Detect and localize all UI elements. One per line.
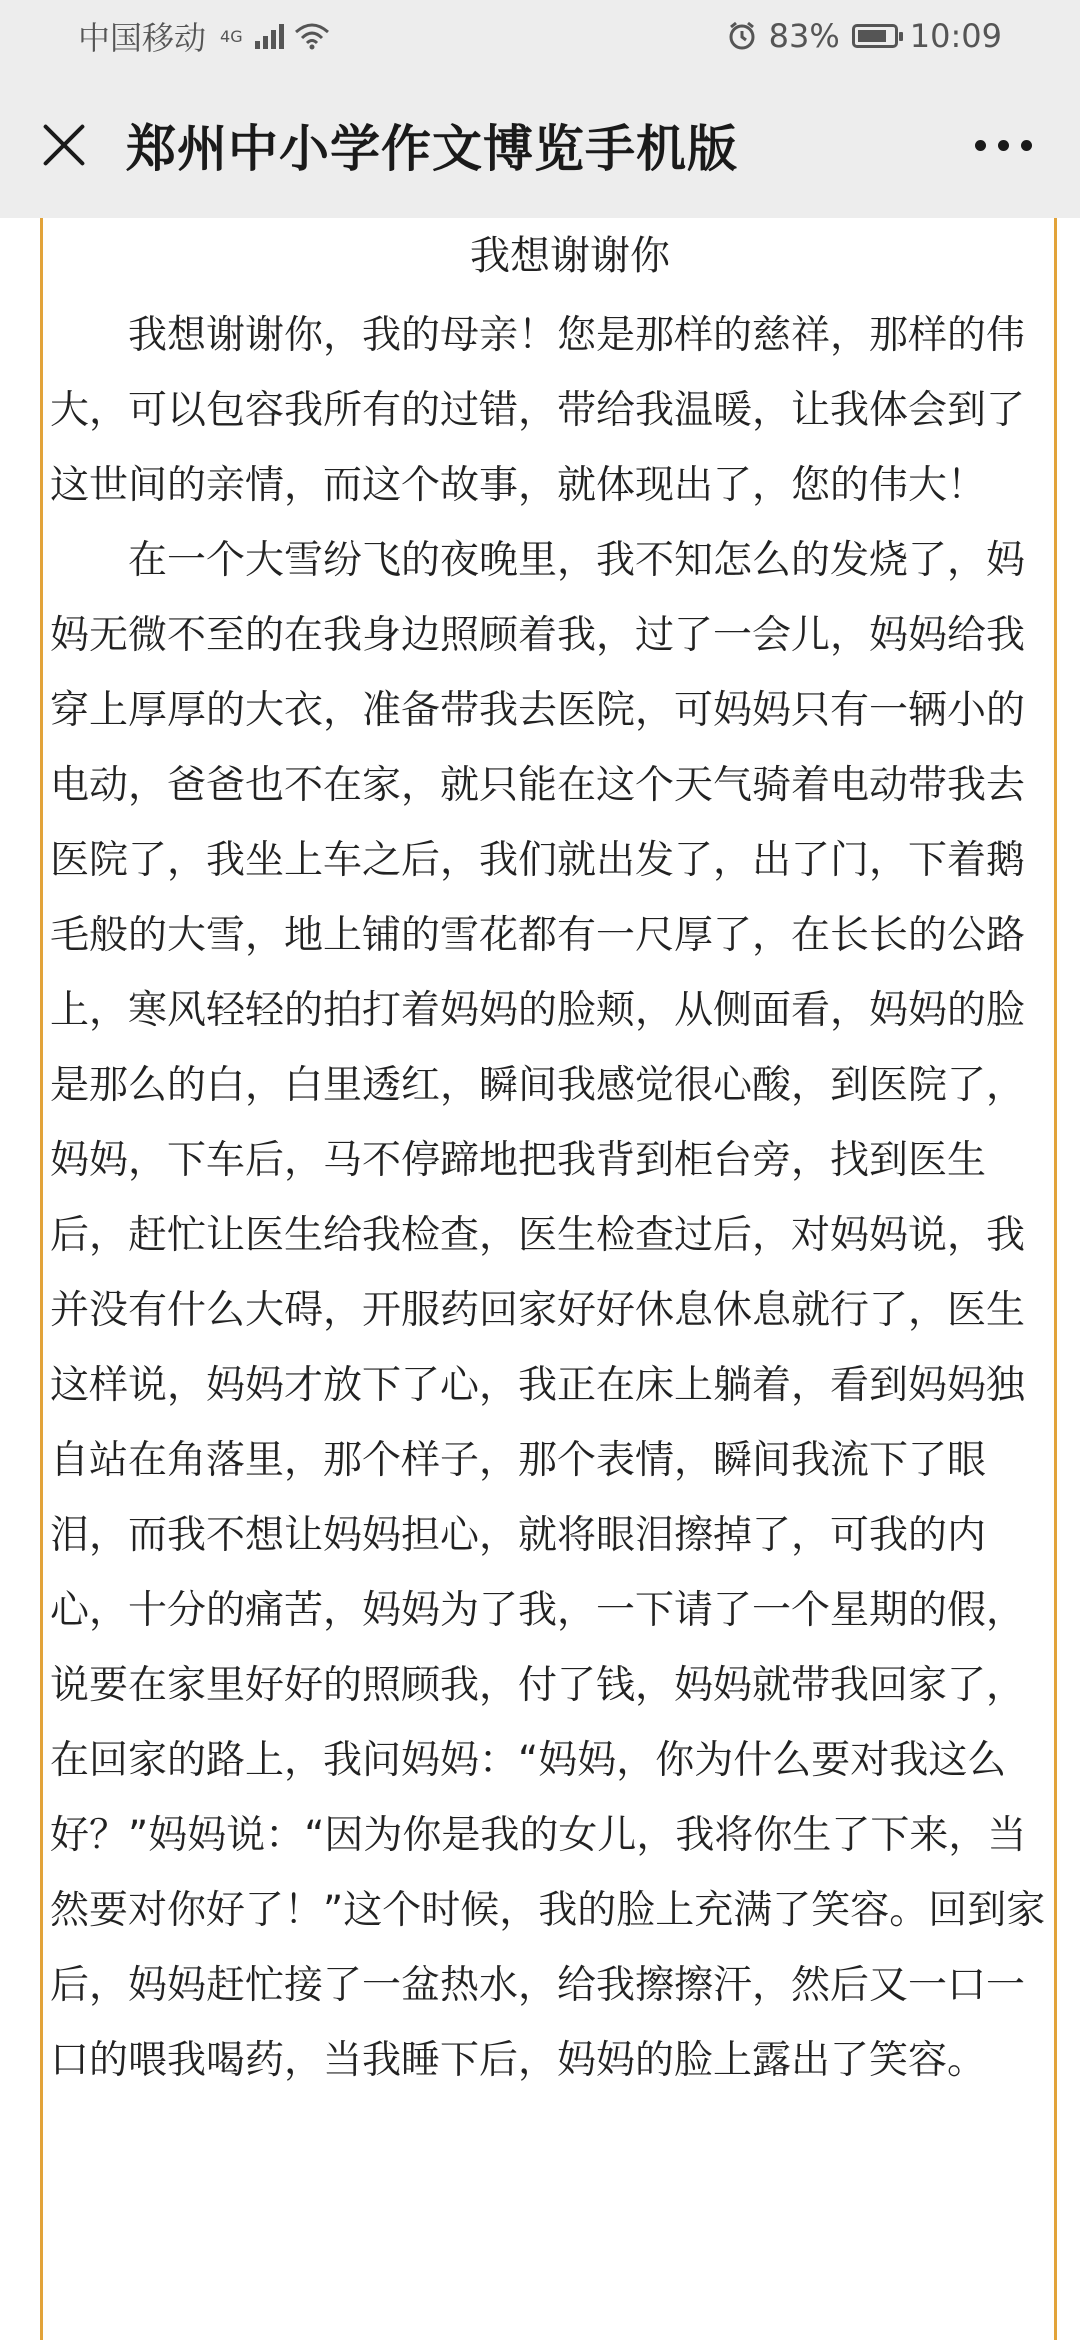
article-content[interactable] xyxy=(0,218,1080,2340)
close-icon[interactable] xyxy=(38,119,90,171)
status-bar xyxy=(0,0,1080,72)
carrier-name: 中国移动 xyxy=(78,19,207,57)
more-dot xyxy=(998,140,1009,151)
signal-icon xyxy=(255,23,284,49)
nav-bar xyxy=(0,72,1080,218)
more-dot xyxy=(975,140,986,151)
article-paragraph: 在一个大雪纷飞的夜晚里，我不知怎么的发烧了，妈妈无微不至的在我身边照顾着我，过了一会儿，妈妈给我穿上厚厚的大衣，准备带我去医院，可妈妈只有一辆小的电动，爸爸也不在家，就只能在这个天气骑着电动带我去医院了，我坐上车之后，我们就出发了，出了门，下着鹅毛般的大雪，地上铺的雪花都有一尺厚了，在长长的公路上，寒风轻轻的拍打着妈妈的脸颊，从侧面看，妈妈的脸是那么的白，白里透红，瞬间我感觉很心酸，到医院了，妈妈，下车后，马不停蹄地把我背到柜台旁，找到医生后，赶忙让医生给我检查，医生检查过后，对妈妈说，我并没有什么大碍，开服药回家好好休息休息就行了，医生这样说，妈妈才放下了心，我正在床上躺着，看到妈妈独自站在角落里，那个样子，那个表情，瞬间我流下了眼泪，而我不想让妈妈担心，就将眼泪擦掉了，可我的内心，十分的痛苦，妈妈为了我，一下请了一个星期的假，说要在家里好好的照顾我，付了钱，妈妈就带我回家了，在回家的路上，我问妈妈：“妈妈，你为什么要对我这么好？”妈妈说：“因为你是我的女儿，我将你生了下来，当然要对你好了！”这个时候，我的脸上充满了笑容。回到家后，妈妈赶忙接了一盆热水，给我擦擦汗，然后又一口一口的喂我喝药，当我睡下后，妈妈的脸上露出了笑容。 xyxy=(50,538,1046,2083)
clock-time: 10:09 xyxy=(909,17,1002,55)
article-paragraph: 我想谢谢你，我的母亲！您是那样的慈祥，那样的伟大，可以包容我所有的过错，带给我温暖，让我体会到了这世间的亲情，而这个故事，就体现出了，您的伟大！ xyxy=(50,313,1026,508)
battery-fill xyxy=(858,30,886,42)
page-title: 郑州中小学作文博览手机版 xyxy=(126,120,738,178)
network-type: 4G xyxy=(220,26,243,46)
content-border-right xyxy=(1054,218,1057,2340)
more-dot xyxy=(1021,140,1032,151)
wifi-icon xyxy=(294,22,330,50)
battery-percent: 83% xyxy=(768,17,840,55)
more-icon[interactable] xyxy=(965,126,1042,165)
content-border-left xyxy=(40,218,43,2340)
status-left xyxy=(78,13,330,59)
battery-icon xyxy=(852,24,898,48)
article-title: 我想谢谢你 xyxy=(470,233,670,279)
article-body xyxy=(50,298,1050,2098)
alarm-icon xyxy=(727,21,757,51)
status-right xyxy=(727,17,1002,55)
